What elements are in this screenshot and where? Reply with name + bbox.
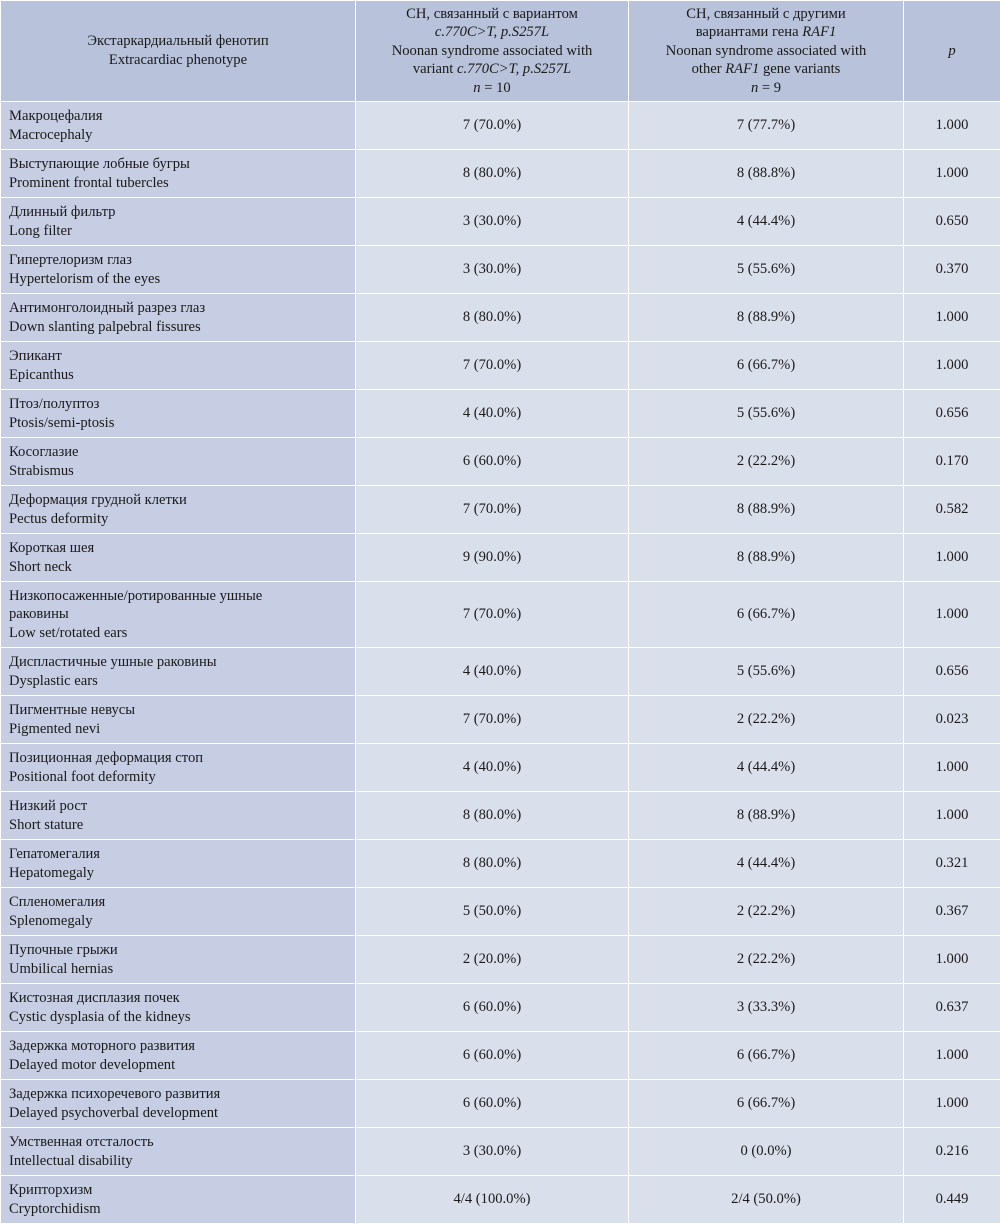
phenotype-cell (1, 984, 356, 1032)
phenotype-en: Cystic dysplasia of the kidneys (9, 1008, 349, 1027)
other-group-count: 4 (44.4%) (629, 840, 904, 888)
p-value: 0.637 (904, 984, 1000, 1032)
header-group-variant-en: Noonan syndrome associated with (362, 42, 622, 61)
p-value: 1.000 (904, 582, 1000, 648)
p-value: 1.000 (904, 342, 1000, 390)
header-variant-word: variant (413, 61, 454, 77)
table-row (1, 984, 1000, 1032)
other-group-count: 2 (22.2%) (629, 696, 904, 744)
header-variant-n-value: = 10 (481, 80, 511, 96)
other-group-count: 4 (44.4%) (629, 744, 904, 792)
phenotype-ru: Длинный фильтр (9, 203, 349, 222)
variant-group-count: 8 (80.0%) (356, 792, 629, 840)
table-row (1, 534, 1000, 582)
p-value: 0.656 (904, 390, 1000, 438)
header-phenotype-ru: Экстаркардиальный фенотип (7, 32, 349, 51)
other-group-count: 2 (22.2%) (629, 888, 904, 936)
phenotype-cell (1, 888, 356, 936)
phenotype-ru: Крипторхизм (9, 1181, 349, 1200)
other-group-count: 6 (66.7%) (629, 1080, 904, 1128)
variant-group-count: 6 (60.0%) (356, 984, 629, 1032)
p-value: 1.000 (904, 102, 1000, 150)
header-variant-code-ru: c.770C>T, p.S257L (435, 24, 549, 40)
other-group-count: 8 (88.9%) (629, 534, 904, 582)
other-group-count: 2 (22.2%) (629, 438, 904, 486)
variant-group-count: 7 (70.0%) (356, 102, 629, 150)
phenotype-ru: Короткая шея (9, 539, 349, 558)
phenotype-ru: Кистозная дисплазия почек (9, 989, 349, 1008)
phenotype-en: Positional foot deformity (9, 768, 349, 787)
table-row (1, 150, 1000, 198)
table-row (1, 696, 1000, 744)
header-phenotype-en: Extracardiac phenotype (7, 51, 349, 70)
header-other-word: other (692, 61, 722, 77)
variant-group-count: 6 (60.0%) (356, 1080, 629, 1128)
p-value: 0.216 (904, 1128, 1000, 1176)
phenotype-cell (1, 150, 356, 198)
variant-group-count: 5 (50.0%) (356, 888, 629, 936)
p-value: 0.170 (904, 438, 1000, 486)
header-phenotype (1, 1, 356, 102)
table-row (1, 1032, 1000, 1080)
variant-group-count: 6 (60.0%) (356, 438, 629, 486)
table-row (1, 936, 1000, 984)
header-group-other-en-l1: Noonan syndrome associated with (635, 42, 897, 61)
p-value: 0.370 (904, 246, 1000, 294)
phenotype-cell (1, 438, 356, 486)
phenotype-en: Hypertelorism of the eyes (9, 270, 349, 289)
table-row (1, 888, 1000, 936)
other-group-count: 5 (55.6%) (629, 648, 904, 696)
phenotype-cell (1, 792, 356, 840)
header-gene-ru: RAF1 (802, 24, 836, 40)
phenotype-ru: Гепатомегалия (9, 845, 349, 864)
phenotype-en: Short stature (9, 816, 349, 835)
other-group-count: 8 (88.9%) (629, 294, 904, 342)
table-header (1, 1, 1000, 102)
phenotype-en: Down slanting palpebral fissures (9, 318, 349, 337)
other-group-count: 8 (88.9%) (629, 486, 904, 534)
phenotype-cell (1, 696, 356, 744)
table-row (1, 294, 1000, 342)
variant-group-count: 8 (80.0%) (356, 294, 629, 342)
phenotype-en: Intellectual disability (9, 1152, 349, 1171)
other-group-count: 8 (88.8%) (629, 150, 904, 198)
header-row (1, 1, 1000, 102)
phenotype-ru: Выступающие лобные бугры (9, 155, 349, 174)
phenotype-en: Hepatomegaly (9, 864, 349, 883)
variant-group-count: 3 (30.0%) (356, 198, 629, 246)
p-value: 1.000 (904, 936, 1000, 984)
p-value: 1.000 (904, 1080, 1000, 1128)
p-value: 0.449 (904, 1176, 1000, 1224)
phenotype-ru: Макроцефалия (9, 107, 349, 126)
header-group-variant (356, 1, 629, 102)
header-other-n-value: = 9 (758, 80, 781, 96)
table-row (1, 198, 1000, 246)
p-value: 0.650 (904, 198, 1000, 246)
phenotype-cell (1, 936, 356, 984)
phenotype-ru: Деформация грудной клетки (9, 491, 349, 510)
phenotype-ru: Задержка моторного развития (9, 1037, 349, 1056)
p-value: 1.000 (904, 792, 1000, 840)
variant-group-count: 8 (80.0%) (356, 150, 629, 198)
phenotype-ru: Диспластичные ушные раковины (9, 653, 349, 672)
other-group-count: 0 (0.0%) (629, 1128, 904, 1176)
phenotype-en: Splenomegaly (9, 912, 349, 931)
phenotype-en: Dysplastic ears (9, 672, 349, 691)
phenotype-cell (1, 1176, 356, 1224)
phenotype-en: Umbilical hernias (9, 960, 349, 979)
phenotype-cell (1, 246, 356, 294)
phenotype-en: Strabismus (9, 462, 349, 481)
phenotype-en: Low set/rotated ears (9, 624, 349, 643)
header-variant-n-label: n (473, 80, 480, 96)
phenotype-en: Pectus deformity (9, 510, 349, 529)
p-value: 0.321 (904, 840, 1000, 888)
other-group-count: 6 (66.7%) (629, 342, 904, 390)
table-row (1, 342, 1000, 390)
phenotype-ru: Антимонголоидный разрез глаз (9, 299, 349, 318)
phenotype-ru: Задержка психоречевого развития (9, 1085, 349, 1104)
other-group-count: 7 (77.7%) (629, 102, 904, 150)
p-value: 0.023 (904, 696, 1000, 744)
phenotype-ru: Эпикант (9, 347, 349, 366)
phenotype-ru: Спленомегалия (9, 893, 349, 912)
p-value: 1.000 (904, 150, 1000, 198)
p-value: 0.656 (904, 648, 1000, 696)
table-row (1, 648, 1000, 696)
phenotype-cell (1, 648, 356, 696)
variant-group-count: 4 (40.0%) (356, 648, 629, 696)
phenotype-ru: Низкопосаженные/ротированные ушные (9, 587, 349, 606)
other-group-count: 8 (88.9%) (629, 792, 904, 840)
p-value: 0.582 (904, 486, 1000, 534)
variant-group-count: 9 (90.0%) (356, 534, 629, 582)
header-p-value (904, 1, 1000, 102)
table-row (1, 744, 1000, 792)
p-value: 1.000 (904, 294, 1000, 342)
header-group-other-ru-l1: СН, связанный с другими (635, 5, 897, 24)
p-value: 0.367 (904, 888, 1000, 936)
phenotype-cell (1, 390, 356, 438)
phenotype-ru: Низкий рост (9, 797, 349, 816)
other-group-count: 6 (66.7%) (629, 582, 904, 648)
phenotype-ru: Умственная отсталость (9, 1133, 349, 1152)
p-value: 1.000 (904, 744, 1000, 792)
phenotype-cell (1, 840, 356, 888)
other-group-count: 5 (55.6%) (629, 390, 904, 438)
header-group-other (629, 1, 904, 102)
header-variant-code-en: c.770C>T, p.S257L (457, 61, 571, 77)
phenotype-en: Prominent frontal tubercles (9, 174, 349, 193)
p-value: 1.000 (904, 534, 1000, 582)
table-row (1, 792, 1000, 840)
phenotype-cell (1, 198, 356, 246)
other-group-count: 5 (55.6%) (629, 246, 904, 294)
table-body (1, 102, 1000, 1224)
table-row (1, 582, 1000, 648)
variant-group-count: 4 (40.0%) (356, 744, 629, 792)
phenotype-en: Long filter (9, 222, 349, 241)
phenotype-cell (1, 1032, 356, 1080)
variant-group-count: 3 (30.0%) (356, 246, 629, 294)
variant-group-count: 3 (30.0%) (356, 1128, 629, 1176)
header-group-other-ru-l2: вариантами гена (696, 24, 799, 40)
phenotype-en: Short neck (9, 558, 349, 577)
phenotype-ru: Косоглазие (9, 443, 349, 462)
phenotype-en: Macrocephaly (9, 126, 349, 145)
phenotype-en: Delayed motor development (9, 1056, 349, 1075)
header-p-label: p (948, 43, 955, 59)
phenotype-ru: Гипертелоризм глаз (9, 251, 349, 270)
other-group-count: 2/4 (50.0%) (629, 1176, 904, 1224)
other-group-count: 3 (33.3%) (629, 984, 904, 1032)
other-group-count: 2 (22.2%) (629, 936, 904, 984)
phenotype-cell (1, 486, 356, 534)
phenotype-cell (1, 534, 356, 582)
table-row (1, 486, 1000, 534)
variant-group-count: 8 (80.0%) (356, 840, 629, 888)
header-gene-en: RAF1 (725, 61, 759, 77)
phenotype-cell (1, 1128, 356, 1176)
variant-group-count: 2 (20.0%) (356, 936, 629, 984)
phenotype-ru: Птоз/полуптоз (9, 395, 349, 414)
other-group-count: 6 (66.7%) (629, 1032, 904, 1080)
variant-group-count: 4 (40.0%) (356, 390, 629, 438)
phenotype-ru: Пигментные невусы (9, 701, 349, 720)
p-value: 1.000 (904, 1032, 1000, 1080)
variant-group-count: 7 (70.0%) (356, 696, 629, 744)
table-row (1, 438, 1000, 486)
phenotype-en: Delayed psychoverbal development (9, 1104, 349, 1123)
header-group-variant-ru: СН, связанный с вариантом (362, 5, 622, 24)
phenotype-cell (1, 744, 356, 792)
phenotype-ru-cont: раковины (9, 605, 349, 624)
other-group-count: 4 (44.4%) (629, 198, 904, 246)
header-other-n-label: n (751, 80, 758, 96)
phenotype-cell (1, 1080, 356, 1128)
table-row (1, 246, 1000, 294)
variant-group-count: 7 (70.0%) (356, 582, 629, 648)
phenotype-cell (1, 342, 356, 390)
phenotype-en: Ptosis/semi-ptosis (9, 414, 349, 433)
table-row (1, 840, 1000, 888)
variant-group-count: 7 (70.0%) (356, 342, 629, 390)
table-row (1, 390, 1000, 438)
table-row (1, 1128, 1000, 1176)
phenotype-en: Pigmented nevi (9, 720, 349, 739)
variant-group-count: 7 (70.0%) (356, 486, 629, 534)
phenotype-ru: Пупочные грыжи (9, 941, 349, 960)
variant-group-count: 4/4 (100.0%) (356, 1176, 629, 1224)
variant-group-count: 6 (60.0%) (356, 1032, 629, 1080)
phenotype-cell (1, 294, 356, 342)
table-row (1, 1176, 1000, 1224)
phenotype-en: Epicanthus (9, 366, 349, 385)
phenotype-cell (1, 582, 356, 648)
table-row (1, 1080, 1000, 1128)
table-row (1, 102, 1000, 150)
phenotype-cell (1, 102, 356, 150)
header-gene-variants-word: gene variants (763, 61, 840, 77)
phenotype-ru: Позиционная деформация стоп (9, 749, 349, 768)
phenotype-en: Cryptorchidism (9, 1200, 349, 1219)
